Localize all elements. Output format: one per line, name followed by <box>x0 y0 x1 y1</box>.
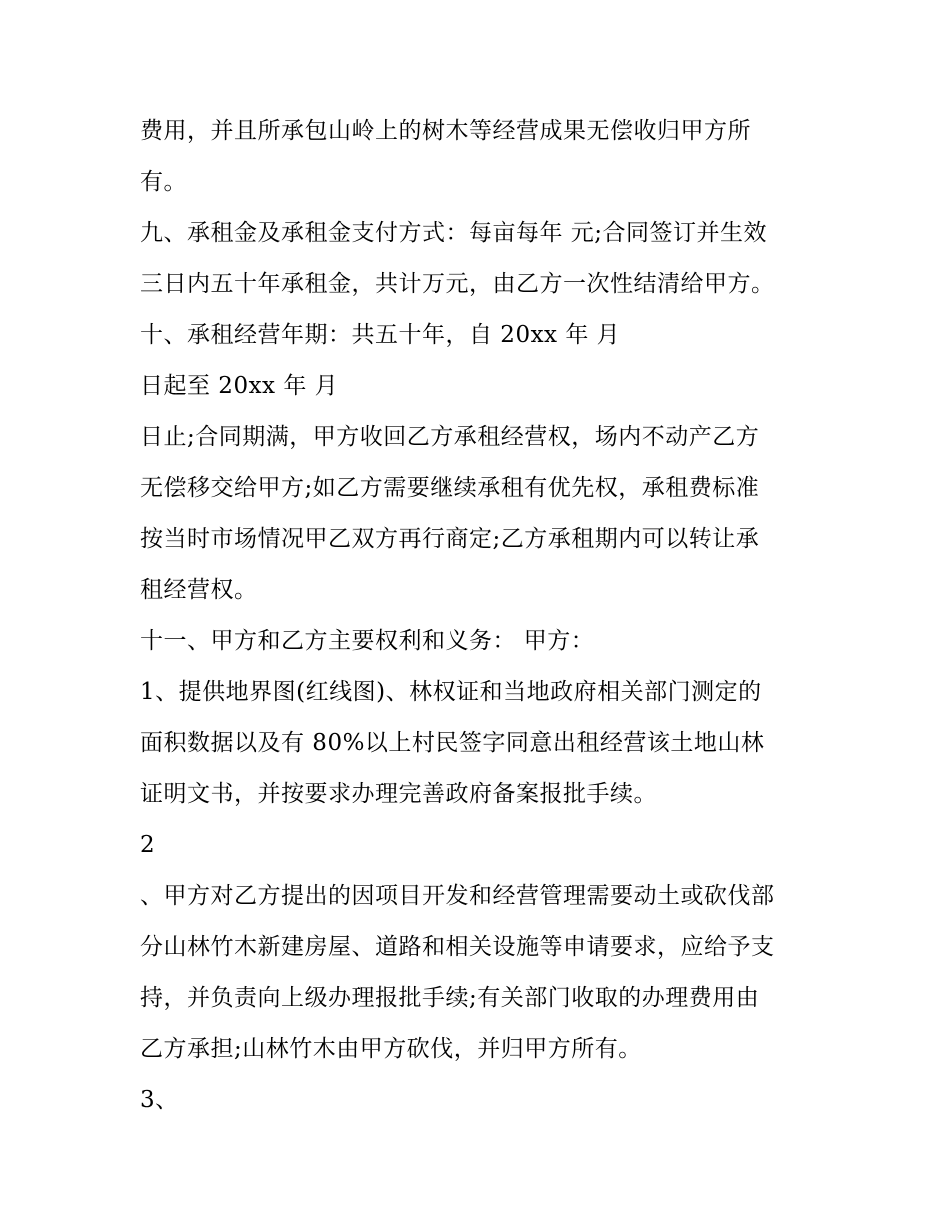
text-line: 日起至 20xx 年 月 <box>140 373 339 399</box>
text-line: 分山林竹木新建房屋、道路和相关设施等申请要求，应给予支 <box>140 934 775 960</box>
text-line: 1、提供地界图(红线图)、林权证和当地政府相关部门测定的 <box>140 679 762 705</box>
document-body <box>140 106 820 1126</box>
text-line: 十一、甲方和乙方主要权利和义务： 甲方： <box>140 628 595 654</box>
text-line: 持，并负责向上级办理报批手续;有关部门收取的办理费用由 <box>140 985 760 1011</box>
text-line: 证明文书，并按要求办理完善政府备案报批手续。 <box>140 781 657 807</box>
text-line: 十、承租经营年期：共五十年，自 20xx 年 月 <box>140 322 621 348</box>
text-line: 费用，并且所承包山岭上的树木等经营成果无偿收归甲方所 <box>140 118 751 144</box>
text-line: 面积数据以及有 80%以上村民签字同意出租经营该土地山林 <box>140 730 765 756</box>
text-line: 、甲方对乙方提出的因项目开发和经营管理需要动土或砍伐部 <box>140 883 775 909</box>
text-line: 租经营权。 <box>140 577 258 603</box>
text-line: 乙方承担;山林竹木由甲方砍伐，并归甲方所有。 <box>140 1036 642 1062</box>
text-line: 无偿移交给甲方;如乙方需要继续承租有优先权，承租费标准 <box>140 475 760 501</box>
text-line: 九、承租金及承租金支付方式：每亩每年 元;合同签订并生效 <box>140 220 768 246</box>
text-line: 日止;合同期满，甲方收回乙方承租经营权，场内不动产乙方 <box>140 424 760 450</box>
text-line: 2 <box>140 832 156 858</box>
text-line: 3、 <box>140 1087 179 1113</box>
text-line: 按当时市场情况甲乙双方再行商定;乙方承租期内可以转让承 <box>140 526 760 552</box>
text-line: 三日内五十年承租金，共计万元，由乙方一次性结清给甲方。 <box>140 271 775 297</box>
text-line: 有。 <box>140 169 187 195</box>
